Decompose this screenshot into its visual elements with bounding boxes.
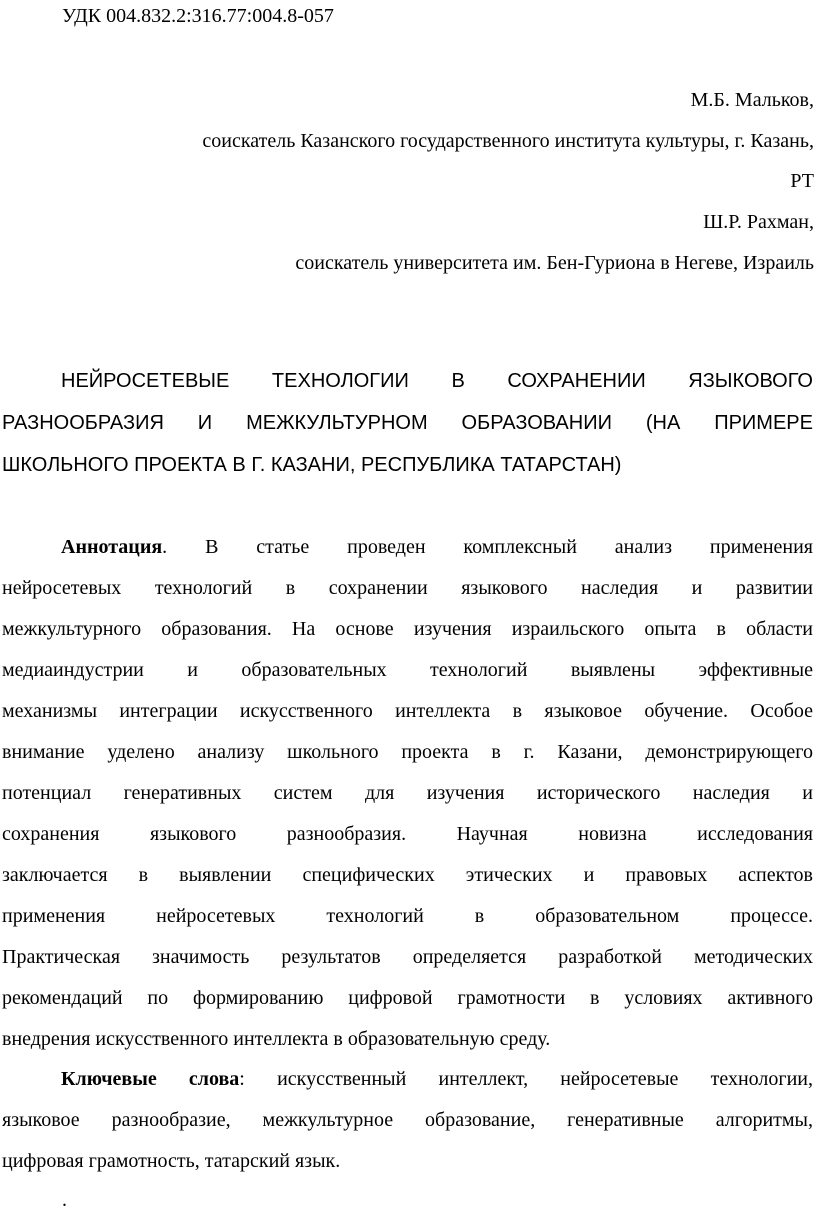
abstract-first-line (2, 527, 813, 568)
abstract-line: применения нейросетевых технологий в образовательном процессе. (2, 905, 813, 927)
abstract-line: заключается в выявлении специфических этических и правовых аспектов (2, 864, 813, 886)
abstract-line: сохранения языкового разнообразия. Научная новизна исследования (2, 823, 813, 845)
keywords-line: языковое разнообразие, межкультурное образование, генеративные алгоритмы, (2, 1109, 813, 1131)
abstract-line: межкультурного образования. На основе изучения израильского опыта в области (2, 618, 813, 640)
abstract-line: потенциал генеративных систем для изучения исторического наследия и (2, 782, 813, 804)
abstract-first-line-text: В статье проведен комплексный анализ применения (205, 536, 814, 558)
keywords-label-suffix: : (239, 1068, 245, 1090)
abstract-line: рекомендаций по формированию цифровой грамотности в условиях активного (2, 987, 813, 1009)
title-line: НЕЙРОСЕТЕВЫЕ ТЕХНОЛОГИИ В СОХРАНЕНИИ ЯЗЫКОВОГО (61, 370, 813, 392)
keywords-first-line (2, 1059, 813, 1100)
abstract-line: внимание уделено анализу школьного проекта в г. Казани, демонстрирующего (2, 741, 813, 763)
keywords-line: цифровая грамотность, татарский язык. (2, 1150, 341, 1172)
abstract-line: нейросетевых технологий в сохранении языкового наследия и развитии (2, 577, 813, 599)
abstract-label-suffix: . (162, 536, 168, 558)
abstract-line: медиаиндустрии и образовательных технологий выявлены эффективные (2, 659, 813, 681)
abstract-line: Практическая значимость результатов определяется разработкой методических (2, 946, 813, 968)
abstract-line: внедрения искусственного интеллекта в образовательную среду. (2, 1028, 551, 1050)
title-line: РАЗНООБРАЗИЯ И МЕЖКУЛЬТУРНОМ ОБРАЗОВАНИИ (НА ПРИМЕРЕ (2, 412, 813, 434)
article-title (2, 360, 813, 486)
title-line: ШКОЛЬНОГО ПРОЕКТА В Г. КАЗАНИ, РЕСПУБЛИКА ТАТАРСТАН) (2, 454, 622, 476)
author1-name: М.Б. Мальков, (690, 89, 814, 111)
udk-code: УДК 004.832.2:316.77:004.8-057 (62, 5, 334, 27)
keywords-paragraph (2, 1059, 813, 1182)
trailing-mark: . (62, 1189, 67, 1211)
abstract-line: механизмы интеграции искусственного интеллекта в языковое обучение. Особое (2, 700, 813, 722)
abstract-label: Аннотация (61, 536, 163, 558)
author2-affiliation: соискатель университета им. Бен-Гуриона в Негеве, Израиль (295, 252, 814, 274)
author2-name: Ш.Р. Рахман, (703, 211, 814, 233)
author1-affiliation-line2: РТ (790, 170, 814, 192)
keywords-first-line-text: искусственный интеллект, нейросетевые технологии, (277, 1068, 813, 1090)
abstract-paragraph (2, 527, 813, 1060)
keywords-label: Ключевые слова (61, 1068, 240, 1090)
author1-affiliation-line1: соискатель Казанского государственного института культуры, г. Казань, (202, 130, 814, 152)
